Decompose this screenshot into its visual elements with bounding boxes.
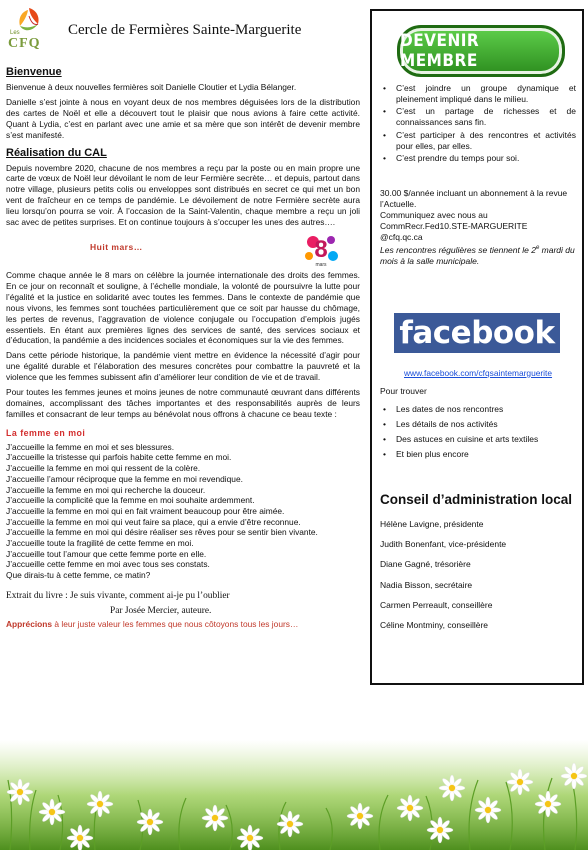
- list-item: Nadia Bisson, secrétaire: [380, 579, 473, 590]
- facebook-logo[interactable]: [394, 313, 560, 353]
- page-title: Cercle de Fermières Sainte-Marguerite: [68, 22, 302, 38]
- facebook-logo-text: facebook: [399, 315, 555, 351]
- poem-line: Que dirais-tu à cette femme, ce matin?: [6, 570, 151, 581]
- daisy-field-decoration: [0, 700, 588, 850]
- main-column: [6, 66, 360, 629]
- poem-line: J’accueille la femme en moi qui recherche la douceur.: [6, 484, 206, 495]
- eight-march-logo-icon: [301, 230, 341, 268]
- bienvenue-paragraph-1: Bienvenue à deux nouvelles fermières soit Danielle Cloutier et Lydia Bélanger.: [6, 82, 297, 92]
- meetings-sup: e: [535, 245, 540, 251]
- list-item: Céline Montminy, conseillère: [380, 619, 489, 630]
- logo-cfq-text: CFQ: [8, 36, 41, 51]
- huit-mars-paragraph-2: Dans cette période historique, la pandémie vient mettre en évidence la nécessité d’agir pour une égalité durable et l’élaboration des mesures concrètes pour combattre la pauvreté et la violence que les femmes subissent afin d’améliorer leur condition de vie et de travail.: [6, 350, 360, 383]
- huit-mars-header: [6, 230, 360, 270]
- poem-line: J’accueille la femme en moi qui en fait vraiment beaucoup pour être aimée.: [6, 505, 285, 516]
- contact-email-line-3: @cfq.qc.ca: [380, 232, 423, 242]
- book-excerpt: Extrait du livre : Je suis vivante, comment ai-je pu l’oublier: [6, 590, 230, 601]
- council-members: [380, 519, 506, 640]
- meetings-text-b: mardi du mois à la salle municipale.: [380, 244, 575, 266]
- poem-line: J’accueille toute la fragilité de cette femme en moi.: [6, 538, 194, 549]
- list-item: • C’est participer à des rencontres et activités pour elles, par elles.: [380, 130, 576, 151]
- list-item: • C’est un partage de richesses et de connaissances sans fin.: [380, 106, 576, 127]
- list-item: Hélène Lavigne, présidente: [380, 519, 484, 529]
- poem-line: J’accueille tout l’amour que cette femme porte en elle.: [6, 548, 207, 559]
- list-item: • C’est joindre un groupe dynamique et pleinement impliqué dans le milieu.: [380, 83, 576, 104]
- meetings-info: [380, 243, 578, 266]
- list-item: • Les dates de nos rencontres: [380, 402, 538, 417]
- appreciation-line: [6, 619, 360, 629]
- poem-line: J’accueille la complicité que la femme en moi souhaite ardemment.: [6, 495, 255, 506]
- list-item: • C’est prendre du temps pour soi.: [380, 153, 576, 164]
- devenir-membre-label: DEVENIR MEMBRE: [400, 31, 480, 71]
- list-item: • Les détails de nos activités: [380, 417, 538, 432]
- huit-mars-paragraph-1: Comme chaque année le 8 mars on célèbre la journée internationale des droits des femmes. En ce jour on reconnaît et souligne, à l’échelle mondiale, la volonté de poursuivre la lutte pour l’égalité et la justice en solidarité avec toutes les femmes. Dans le contexte de pandémie que nous vivons, les femmes sont touchées particulièrement que ce soit par hausse du chômage, les pertes de revenus, l’aggravation de violence conjugale ou l’occupation d’emplois jugés essentiels. En étant aux premières lignes des services de santé, des services sociaux et d’éducation, la pandémie a des incidences sociales et économiques sur la vie des femmes.: [6, 269, 360, 346]
- facebook-link[interactable]: www.facebook.com/cfqsaintemarguerite: [404, 368, 553, 378]
- poem-line: J’accueille la femme en moi et ses blessures.: [6, 441, 175, 452]
- poem-author: Par Josée Mercier, auteure.: [110, 605, 212, 616]
- find-list: [380, 402, 538, 462]
- bienvenue-heading: Bienvenue: [6, 66, 62, 78]
- huit-mars-paragraph-3: Pour toutes les femmes jeunes et moins jeunes de notre communauté œuvrant dans différents domaines, accomplissant des tâches importantes et des responsabilités auprès de leurs familles et consacrant de leur temps au bénévolat nous offrons à chacune ce beau texte :: [6, 387, 360, 419]
- poem-line: J’accueille l’amour réciproque que la femme en moi revendique.: [6, 473, 243, 484]
- appreciation-bold: Apprécions: [6, 618, 53, 629]
- list-item: • Des astuces en cuisine et arts textiles: [380, 432, 538, 447]
- meetings-text-a: Les rencontres régulières se tiennent le 2: [380, 244, 536, 255]
- list-item: Diane Gagné, trésorière: [380, 559, 471, 570]
- contact-line-1: Communiquez avec nous au: [380, 210, 488, 220]
- poem-title: La femme en moi: [6, 427, 86, 438]
- bienvenue-paragraph-2: Danielle s’est jointe à nous en voyant deux de nos membres déguisées lors de la distribution des cartes de Noël et elle a découvert tout le plaisir que nous avions à faire cette activité. Quant à Lydia, c’est en parlant avec une amie et sa mère que son intérêt de devenir membre s’est manifesté.: [6, 96, 360, 140]
- poem-line: J’accueille la femme en moi qui veut faire sa place, qui a envie d’être reconnue.: [6, 516, 301, 527]
- cal-heading: Réalisation du CAL: [6, 146, 107, 159]
- poem-line: J’accueille la femme en moi qui ressent de la colère.: [6, 463, 201, 474]
- appreciation-rest: à leur juste valeur les femmes que nous côtoyons tous les jours…: [52, 618, 299, 629]
- membership-fee: 30.00 $/année incluant un abonnement à la revue l’Actuelle.: [380, 188, 568, 209]
- list-item: Carmen Perreault, conseillère: [380, 599, 493, 610]
- council-title: Conseil d’administration local: [380, 492, 573, 507]
- cal-paragraph: Depuis novembre 2020, chacune de nos membres a reçu par la poste ou en main propre une carte de vœux de Noël leur dévoilant le nom de leur Fermière secrète… et depuis, partout dans notre village, plusieurs petits colis ou enveloppes sont distribués en secret ce qui met un bon vent de fraîcheur en ce temps de pandémie. Le dévoilement de notre Fermière secrète aura lieu lorsqu’on pourra se voir. À l’occasion de la Saint-Valentin, chaque membre a reçu un joli sac avec de petites surprises. Et on continue toujours à s’occuper les unes des autres….: [6, 162, 360, 228]
- poem-lines: [6, 442, 360, 581]
- mars-word: mars: [315, 261, 327, 268]
- list-item: • Et bien plus encore: [380, 447, 538, 462]
- devenir-membre-button[interactable]: [397, 25, 565, 77]
- poem-line: J’accueille cette femme en moi avec tous ses constats.: [6, 559, 210, 570]
- contact-email-line-2: CommRecr.Fed10.STE-MARGUERITE: [380, 221, 528, 231]
- list-item: Judith Bonenfant, vice-présidente: [380, 539, 507, 550]
- pour-trouver-label: Pour trouver: [380, 386, 427, 396]
- page-header: [0, 0, 370, 60]
- poem-line: J’accueille la femme en moi qui désire réaliser ses rêves pour se sentir bien vivante.: [6, 527, 318, 538]
- sidebar-box: [370, 9, 584, 685]
- poem-line: J’accueille la tristesse qui parfois habite cette femme en moi.: [6, 452, 232, 463]
- benefits-list: [380, 83, 576, 166]
- eight-number: 8: [314, 235, 328, 263]
- huit-mars-title: Huit mars…: [90, 241, 143, 252]
- logo-les-text: Les: [10, 30, 20, 36]
